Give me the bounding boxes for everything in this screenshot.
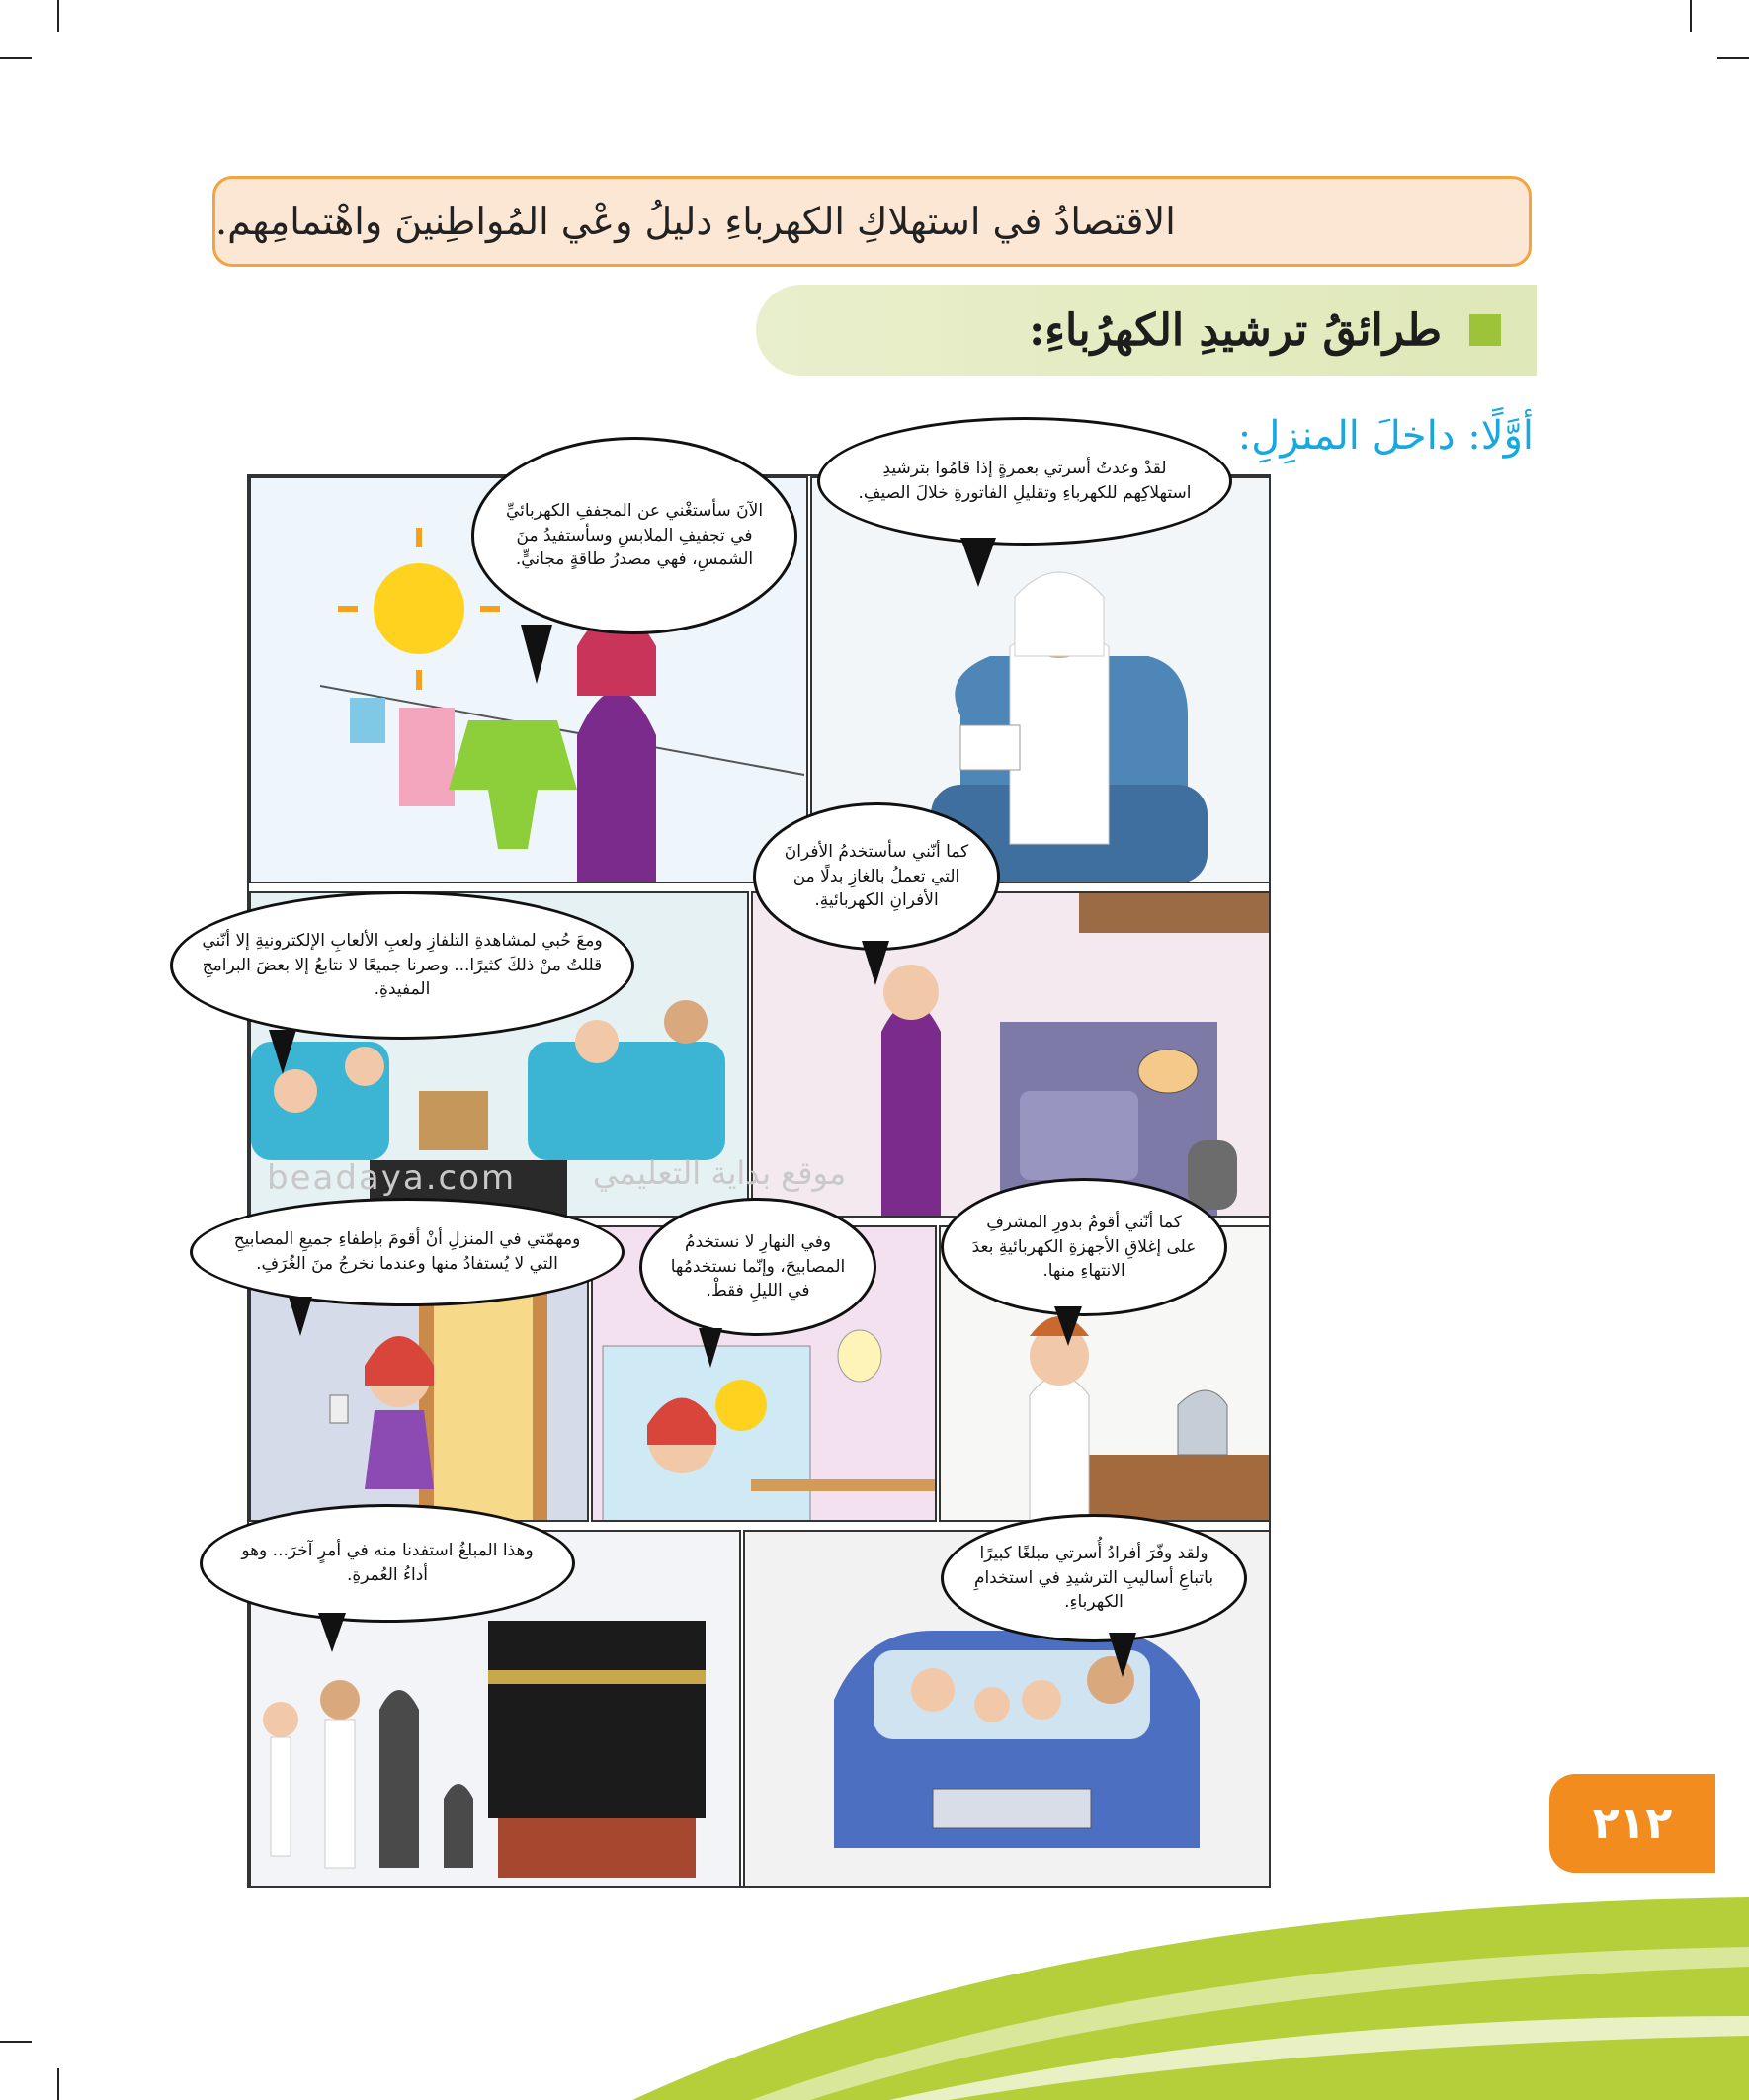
bubble-tail [862, 941, 889, 985]
speech-bubble-umrah: وهذا المبلغُ استفدنا منه في أمرٍ آخرَ... وهو أداءُ العُمرةِ. [200, 1504, 575, 1623]
speech-bubble-father: لقدْ وعدتُ أسرتي بعمرةٍ إذا قامُوا بترشيدِ استهلاكِهم للكهرباءِ وتقليلِ الفاتورةِ خلالَ الصيفِ. [817, 417, 1232, 546]
page-number: ٢١٢ [1549, 1774, 1715, 1873]
crop-mark [1717, 57, 1749, 59]
subsection-title: أوَّلًا: داخلَ المنزِلِ: [1237, 413, 1534, 459]
speech-bubble-light-switch: ومهمّتي في المنزلِ أنْ أقومَ بإطفاءِ جميعِ المصابيحِ التي لا يُستفادُ منها وعندما نخرجُ منَ الغُرَفِ. [190, 1198, 625, 1306]
bubble-tail [289, 1297, 312, 1336]
section-square-icon [1469, 314, 1501, 346]
banner-text: الاقتصادُ في استهلاكِ الكهرباءِ دليلُ وعْي المُواطِنينَ واهْتمامِهم. [215, 200, 1176, 243]
speech-bubble-television: ومعَ حُبي لمشاهدةِ التلفازِ ولعبِ الألعابِ الإلكترونيةِ إلا أنّني قللتُ منْ ذلكَ كثيرًا... وصرنا جميعًا لا نتابعُ إلا بعضَ البرامجِ المفيدةِ. [170, 891, 634, 1040]
crop-mark [57, 2068, 59, 2100]
bubble-tail [960, 538, 996, 587]
bubble-tail [1054, 1306, 1082, 1346]
bubble-tail [521, 625, 552, 684]
section-title: طرائقُ ترشيدِ الكهرُباءِ: [1029, 304, 1442, 356]
speech-bubble-mother-laundry: الآنَ سأستغْني عن المجففِ الكهربائيِّ في تجفيفِ الملابسِ وسأستفيدُ منَ الشمسِ، فهي مصدرُ طاقةٍ مجانيٍّ. [471, 437, 797, 634]
crop-mark [0, 2041, 32, 2043]
section-header [756, 285, 1537, 376]
speech-bubble-gas-oven: كما أنّني سأستخدمُ الأفرانَ التي تعملُ بالغازِ بدلًا من الأفرانِ الكهربائيةِ. [753, 802, 1000, 951]
speech-bubble-appliances: كما أنّني أقومُ بدورِ المشرفِ على إغلاقِ الأجهزةِ الكهربائيةِ بعدَ الانتهاءِ منها. [941, 1178, 1227, 1316]
bubble-tail [699, 1328, 722, 1368]
speech-bubble-car: ولقد وفّرَ أفرادُ أُسرتي مبلغًا كبيرًا باتباعِ أساليبِ الترشيدِ في استخدامِ الكهرباءِ. [941, 1514, 1247, 1642]
watermark-latin: beadaya.com [267, 1158, 517, 1198]
bubble-tail [318, 1613, 346, 1652]
speech-bubble-daylight: وفي النهارِ لا نستخدمُ المصابيحَ، وإنّما نستخدمُها في الليلِ فقطْ. [639, 1198, 876, 1336]
crop-mark [57, 0, 59, 32]
key-idea-banner [212, 176, 1532, 267]
watermark-arabic: موقع بداية التعليمي [593, 1154, 847, 1192]
decorative-wave [632, 1878, 1749, 2100]
bubble-tail [1109, 1633, 1136, 1677]
crop-mark [0, 57, 32, 59]
crop-mark [1690, 0, 1692, 32]
bubble-tail [269, 1030, 296, 1074]
